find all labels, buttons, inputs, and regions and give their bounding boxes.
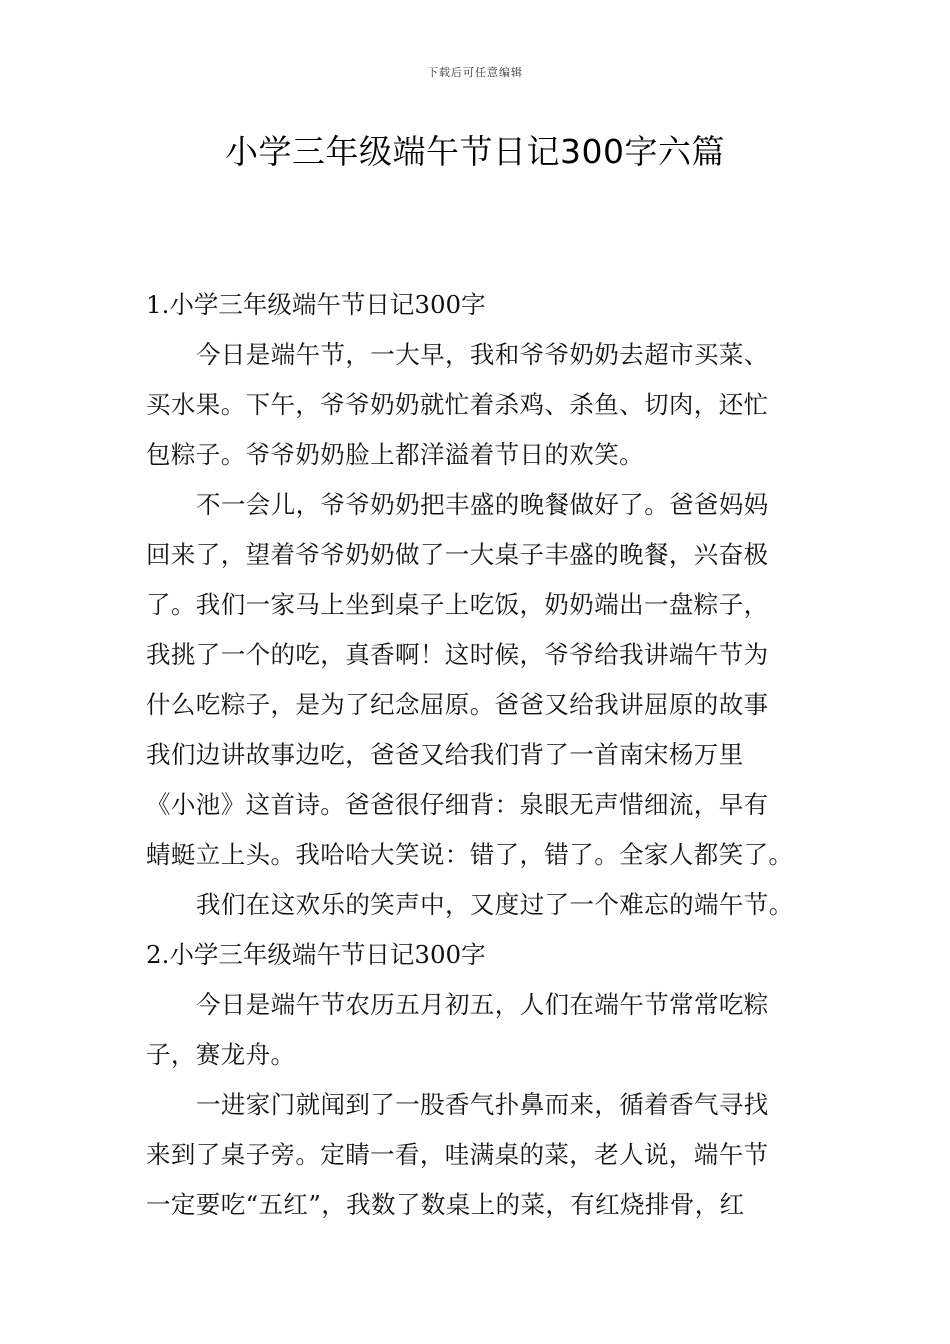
paragraph-line: 什么吃粽子，是为了纪念屈原。爸爸又给我讲屈原的故事 [146, 690, 769, 719]
paragraph-line: 来到了桌子旁。定睛一看，哇满桌的菜，老人说，端午节 [146, 1140, 769, 1169]
paragraph-line: 我挑了一个的吃，真香啊！这时候，爷爷给我讲端午节为 [146, 640, 769, 669]
paragraph-line: 包粽子。爷爷奶奶脸上都洋溢着节日的欢笑。 [146, 440, 644, 469]
document-body [146, 280, 806, 1230]
paragraph-line: 了。我们一家马上坐到桌子上吃饭，奶奶端出一盘粽子， [146, 590, 769, 619]
paragraph-line: 今日是端午节农历五月初五，人们在端午节常常吃粽 [196, 990, 769, 1019]
section-heading-1: 1.小学三年级端午节日记300字 [146, 290, 486, 319]
paragraph-line: 《小池》这首诗。爸爸很仔细背：泉眼无声惜细流，早有 [146, 790, 769, 819]
paragraph-line: 子，赛龙舟。 [146, 1040, 296, 1069]
document-title: 小学三年级端午节日记300字六篇 [225, 132, 725, 171]
header-note: 下载后可任意编辑 [427, 66, 523, 79]
paragraph-line: 买水果。下午，爷爷奶奶就忙着杀鸡、杀鱼、切肉，还忙 [146, 390, 769, 419]
paragraph-line: 回来了，望着爷爷奶奶做了一大桌子丰盛的晚餐，兴奋极 [146, 540, 769, 569]
paragraph-line: 一进家门就闻到了一股香气扑鼻而来，循着香气寻找 [196, 1090, 769, 1119]
paragraph-line: 不一会儿，爷爷奶奶把丰盛的晚餐做好了。爸爸妈妈 [196, 490, 769, 519]
paragraph-line: 蜻蜓立上头。我哈哈大笑说：错了，错了。全家人都笑了。 [146, 840, 794, 869]
paragraph-line: 今日是端午节，一大早，我和爷爷奶奶去超市买菜、 [196, 340, 769, 369]
paragraph-line: 我们在这欢乐的笑声中，又度过了一个难忘的端午节。 [196, 890, 794, 919]
paragraph-line: 一定要吃“五红”，我数了数桌上的菜，有红烧排骨，红 [146, 1190, 745, 1219]
section-heading-2: 2.小学三年级端午节日记300字 [146, 940, 486, 969]
paragraph-line: 我们边讲故事边吃，爸爸又给我们背了一首南宋杨万里 [146, 740, 744, 769]
